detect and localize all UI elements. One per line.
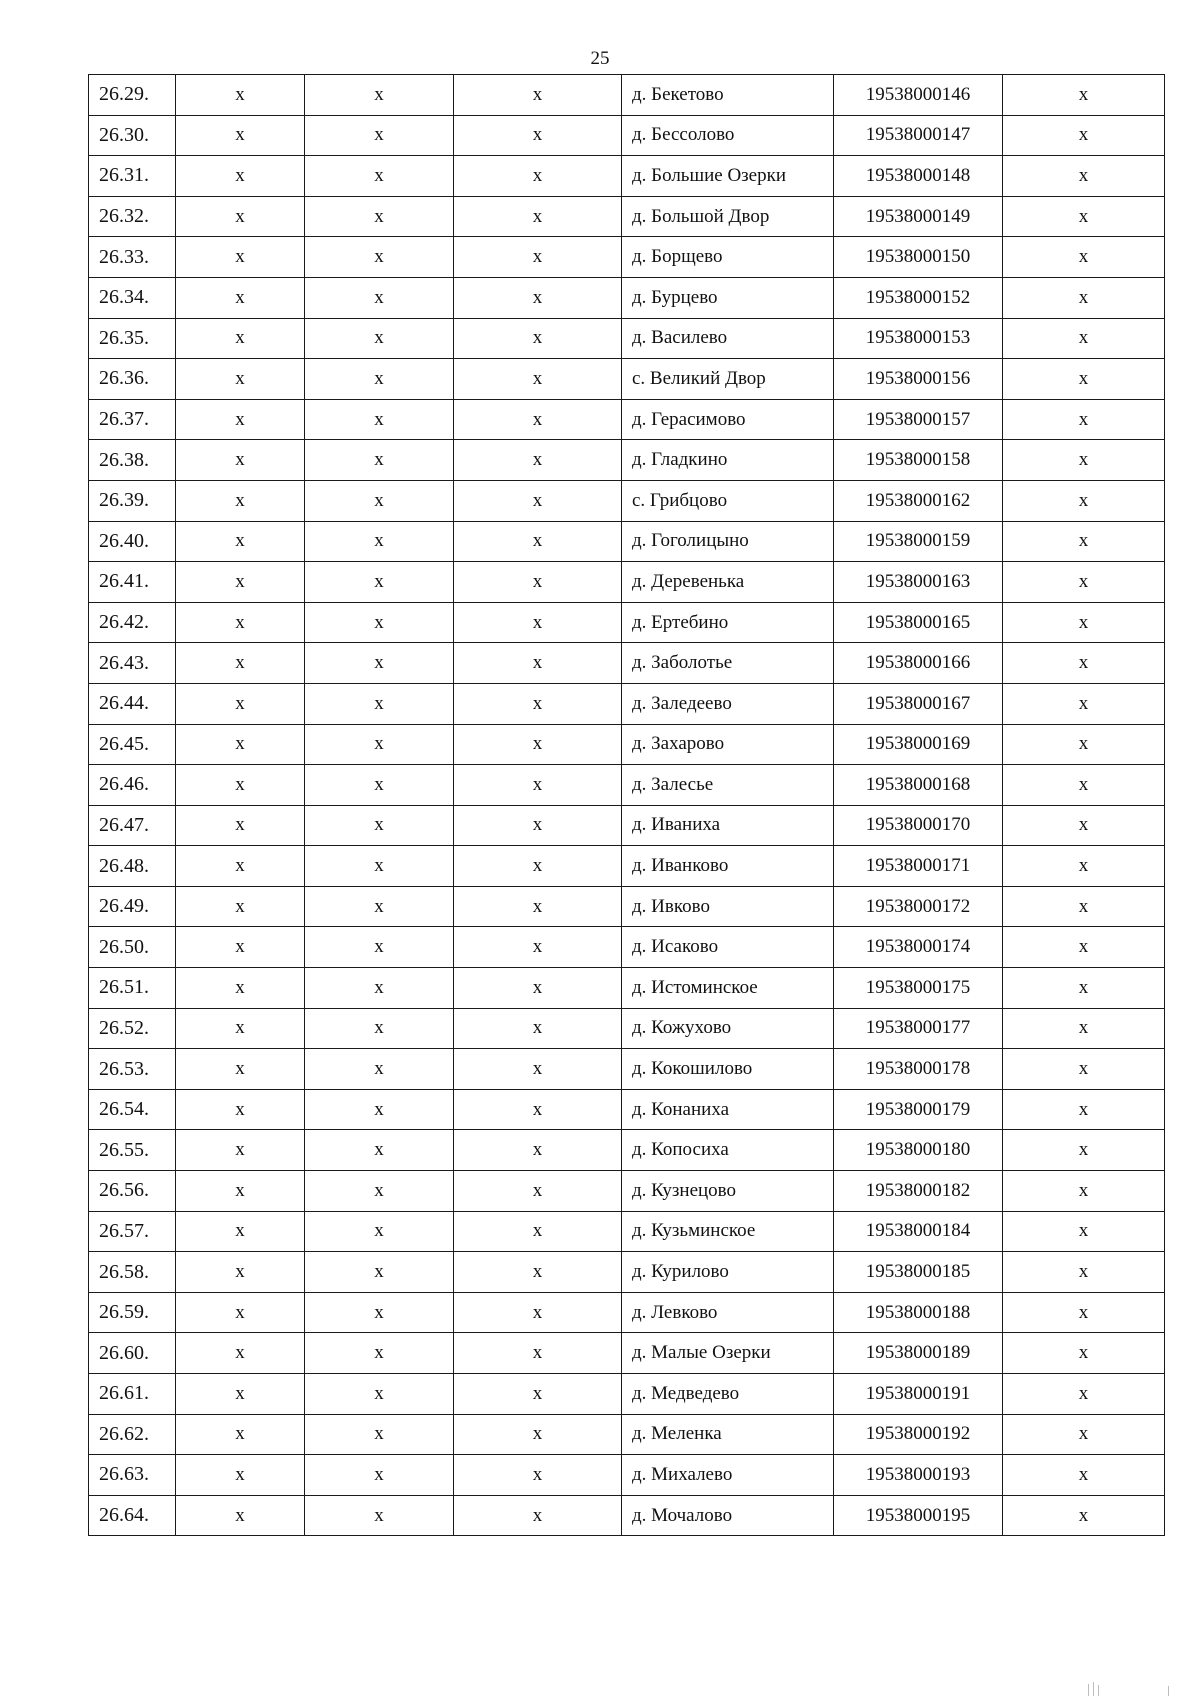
oktmo-code-cell: 19538000189 [834, 1333, 1003, 1374]
x-mark-cell: х [1003, 1414, 1165, 1455]
x-mark-cell: х [454, 480, 622, 521]
scan-artifact [1098, 1685, 1099, 1696]
settlement-name-cell: д. Малые Озерки [622, 1333, 834, 1374]
settlement-name-cell: д. Курилово [622, 1252, 834, 1293]
settlement-name-cell: д. Бекетово [622, 75, 834, 116]
x-mark-cell: х [305, 724, 454, 765]
x-mark-cell: х [176, 1211, 305, 1252]
x-mark-cell: х [1003, 1049, 1165, 1090]
x-mark-cell: х [1003, 765, 1165, 806]
x-mark-cell: х [1003, 1211, 1165, 1252]
scan-artifact [1093, 1682, 1094, 1696]
settlement-name-cell: д. Залесье [622, 765, 834, 806]
row-number-cell: 26.58. [89, 1252, 176, 1293]
x-mark-cell: х [176, 318, 305, 359]
row-number-cell: 26.37. [89, 399, 176, 440]
x-mark-cell: х [1003, 1292, 1165, 1333]
x-mark-cell: х [1003, 1252, 1165, 1293]
x-mark-cell: х [176, 765, 305, 806]
oktmo-code-cell: 19538000185 [834, 1252, 1003, 1293]
row-number-cell: 26.51. [89, 968, 176, 1009]
x-mark-cell: х [454, 1292, 622, 1333]
x-mark-cell: х [1003, 318, 1165, 359]
x-mark-cell: х [454, 1333, 622, 1374]
x-mark-cell: х [305, 156, 454, 197]
x-mark-cell: х [1003, 359, 1165, 400]
x-mark-cell: х [1003, 1089, 1165, 1130]
table-row [89, 480, 1165, 521]
settlement-name-cell: д. Михалево [622, 1455, 834, 1496]
x-mark-cell: х [176, 927, 305, 968]
oktmo-code-cell: 19538000163 [834, 562, 1003, 603]
settlement-name-cell: д. Медведево [622, 1374, 834, 1415]
table-row [89, 1049, 1165, 1090]
x-mark-cell: х [305, 1049, 454, 1090]
x-mark-cell: х [454, 75, 622, 116]
x-mark-cell: х [1003, 1130, 1165, 1171]
x-mark-cell: х [454, 1049, 622, 1090]
table-row [89, 318, 1165, 359]
x-mark-cell: х [1003, 115, 1165, 156]
row-number-cell: 26.56. [89, 1171, 176, 1212]
oktmo-code-cell: 19538000175 [834, 968, 1003, 1009]
x-mark-cell: х [305, 643, 454, 684]
x-mark-cell: х [176, 237, 305, 278]
oktmo-code-cell: 19538000168 [834, 765, 1003, 806]
x-mark-cell: х [305, 318, 454, 359]
x-mark-cell: х [1003, 927, 1165, 968]
x-mark-cell: х [305, 1171, 454, 1212]
table-row [89, 1495, 1165, 1536]
row-number-cell: 26.49. [89, 886, 176, 927]
x-mark-cell: х [454, 196, 622, 237]
x-mark-cell: х [176, 846, 305, 887]
row-number-cell: 26.45. [89, 724, 176, 765]
x-mark-cell: х [1003, 683, 1165, 724]
oktmo-code-cell: 19538000177 [834, 1008, 1003, 1049]
oktmo-code-cell: 19538000158 [834, 440, 1003, 481]
x-mark-cell: х [176, 399, 305, 440]
row-number-cell: 26.55. [89, 1130, 176, 1171]
table-row [89, 440, 1165, 481]
x-mark-cell: х [454, 1374, 622, 1415]
x-mark-cell: х [176, 1333, 305, 1374]
row-number-cell: 26.52. [89, 1008, 176, 1049]
x-mark-cell: х [454, 1414, 622, 1455]
row-number-cell: 26.36. [89, 359, 176, 400]
oktmo-code-cell: 19538000148 [834, 156, 1003, 197]
settlement-name-cell: д. Заледеево [622, 683, 834, 724]
x-mark-cell: х [454, 440, 622, 481]
x-mark-cell: х [305, 196, 454, 237]
settlement-name-cell: д. Ертебино [622, 602, 834, 643]
x-mark-cell: х [176, 1374, 305, 1415]
oktmo-code-cell: 19538000167 [834, 683, 1003, 724]
settlement-name-cell: д. Заболотье [622, 643, 834, 684]
table-row [89, 765, 1165, 806]
settlement-name-cell: д. Конаниха [622, 1089, 834, 1130]
x-mark-cell: х [1003, 399, 1165, 440]
x-mark-cell: х [454, 399, 622, 440]
x-mark-cell: х [305, 115, 454, 156]
x-mark-cell: х [176, 480, 305, 521]
table-row [89, 1130, 1165, 1171]
x-mark-cell: х [1003, 1171, 1165, 1212]
scan-artifact [1168, 1686, 1169, 1696]
row-number-cell: 26.34. [89, 277, 176, 318]
row-number-cell: 26.30. [89, 115, 176, 156]
x-mark-cell: х [454, 927, 622, 968]
row-number-cell: 26.29. [89, 75, 176, 116]
table-row [89, 724, 1165, 765]
x-mark-cell: х [305, 1374, 454, 1415]
x-mark-cell: х [305, 846, 454, 887]
x-mark-cell: х [1003, 521, 1165, 562]
settlement-name-cell: с. Грибцово [622, 480, 834, 521]
x-mark-cell: х [176, 643, 305, 684]
oktmo-code-cell: 19538000180 [834, 1130, 1003, 1171]
settlement-name-cell: д. Борщево [622, 237, 834, 278]
row-number-cell: 26.32. [89, 196, 176, 237]
x-mark-cell: х [305, 237, 454, 278]
x-mark-cell: х [305, 440, 454, 481]
x-mark-cell: х [176, 359, 305, 400]
x-mark-cell: х [1003, 724, 1165, 765]
x-mark-cell: х [1003, 1495, 1165, 1536]
table-row [89, 1455, 1165, 1496]
x-mark-cell: х [176, 521, 305, 562]
x-mark-cell: х [176, 683, 305, 724]
table-row [89, 1374, 1165, 1415]
settlement-name-cell: д. Большой Двор [622, 196, 834, 237]
scan-artifact [1088, 1684, 1089, 1696]
x-mark-cell: х [305, 1495, 454, 1536]
x-mark-cell: х [176, 1171, 305, 1212]
table-row [89, 1292, 1165, 1333]
x-mark-cell: х [176, 115, 305, 156]
row-number-cell: 26.64. [89, 1495, 176, 1536]
table-row [89, 156, 1165, 197]
x-mark-cell: х [454, 156, 622, 197]
x-mark-cell: х [176, 1455, 305, 1496]
table-row [89, 1211, 1165, 1252]
x-mark-cell: х [305, 1211, 454, 1252]
table-row [89, 1008, 1165, 1049]
x-mark-cell: х [305, 683, 454, 724]
x-mark-cell: х [305, 886, 454, 927]
settlement-name-cell: д. Мочалово [622, 1495, 834, 1536]
oktmo-code-cell: 19538000192 [834, 1414, 1003, 1455]
settlement-name-cell: д. Захарово [622, 724, 834, 765]
x-mark-cell: х [1003, 1333, 1165, 1374]
x-mark-cell: х [454, 1008, 622, 1049]
table-row [89, 1333, 1165, 1374]
table-row [89, 683, 1165, 724]
settlement-name-cell: д. Бурцево [622, 277, 834, 318]
x-mark-cell: х [305, 1292, 454, 1333]
x-mark-cell: х [305, 1130, 454, 1171]
x-mark-cell: х [305, 521, 454, 562]
x-mark-cell: х [454, 359, 622, 400]
oktmo-code-cell: 19538000178 [834, 1049, 1003, 1090]
table-row [89, 196, 1165, 237]
x-mark-cell: х [454, 237, 622, 278]
table-body [89, 75, 1165, 1536]
x-mark-cell: х [176, 440, 305, 481]
oktmo-code-cell: 19538000170 [834, 805, 1003, 846]
settlement-name-cell: д. Исаково [622, 927, 834, 968]
settlement-name-cell: д. Кузнецово [622, 1171, 834, 1212]
table-row [89, 277, 1165, 318]
table-row [89, 602, 1165, 643]
x-mark-cell: х [454, 805, 622, 846]
x-mark-cell: х [1003, 968, 1165, 1009]
oktmo-code-cell: 19538000172 [834, 886, 1003, 927]
settlement-name-cell: д. Кокошилово [622, 1049, 834, 1090]
x-mark-cell: х [454, 521, 622, 562]
x-mark-cell: х [454, 277, 622, 318]
x-mark-cell: х [1003, 75, 1165, 116]
settlement-name-cell: д. Герасимово [622, 399, 834, 440]
settlement-name-cell: д. Иваниха [622, 805, 834, 846]
oktmo-code-cell: 19538000157 [834, 399, 1003, 440]
settlement-name-cell: д. Истоминское [622, 968, 834, 1009]
x-mark-cell: х [454, 1252, 622, 1293]
row-number-cell: 26.61. [89, 1374, 176, 1415]
row-number-cell: 26.43. [89, 643, 176, 684]
x-mark-cell: х [305, 480, 454, 521]
table-row [89, 968, 1165, 1009]
x-mark-cell: х [305, 277, 454, 318]
x-mark-cell: х [176, 805, 305, 846]
x-mark-cell: х [1003, 1455, 1165, 1496]
x-mark-cell: х [1003, 277, 1165, 318]
table-row [89, 399, 1165, 440]
x-mark-cell: х [454, 1130, 622, 1171]
x-mark-cell: х [305, 1455, 454, 1496]
row-number-cell: 26.46. [89, 765, 176, 806]
x-mark-cell: х [454, 1211, 622, 1252]
row-number-cell: 26.47. [89, 805, 176, 846]
oktmo-code-cell: 19538000169 [834, 724, 1003, 765]
x-mark-cell: х [176, 75, 305, 116]
oktmo-code-cell: 19538000153 [834, 318, 1003, 359]
row-number-cell: 26.54. [89, 1089, 176, 1130]
x-mark-cell: х [305, 968, 454, 1009]
x-mark-cell: х [454, 1455, 622, 1496]
x-mark-cell: х [1003, 846, 1165, 887]
row-number-cell: 26.42. [89, 602, 176, 643]
oktmo-code-cell: 19538000195 [834, 1495, 1003, 1536]
table-row [89, 115, 1165, 156]
settlement-name-cell: д. Кожухово [622, 1008, 834, 1049]
x-mark-cell: х [176, 1008, 305, 1049]
settlement-name-cell: д. Иванково [622, 846, 834, 887]
page-number: 25 [590, 48, 610, 69]
oktmo-code-cell: 19538000174 [834, 927, 1003, 968]
settlements-table [88, 74, 1165, 1536]
table-row [89, 886, 1165, 927]
oktmo-code-cell: 19538000182 [834, 1171, 1003, 1212]
table-row [89, 359, 1165, 400]
x-mark-cell: х [305, 1252, 454, 1293]
x-mark-cell: х [176, 1252, 305, 1293]
x-mark-cell: х [305, 562, 454, 603]
x-mark-cell: х [1003, 196, 1165, 237]
x-mark-cell: х [454, 602, 622, 643]
x-mark-cell: х [176, 886, 305, 927]
row-number-cell: 26.60. [89, 1333, 176, 1374]
x-mark-cell: х [454, 724, 622, 765]
x-mark-cell: х [1003, 805, 1165, 846]
x-mark-cell: х [305, 1089, 454, 1130]
table-row [89, 1089, 1165, 1130]
x-mark-cell: х [454, 886, 622, 927]
x-mark-cell: х [454, 1495, 622, 1536]
x-mark-cell: х [454, 846, 622, 887]
x-mark-cell: х [1003, 643, 1165, 684]
settlement-name-cell: с. Великий Двор [622, 359, 834, 400]
x-mark-cell: х [305, 765, 454, 806]
x-mark-cell: х [176, 1292, 305, 1333]
row-number-cell: 26.63. [89, 1455, 176, 1496]
table-row [89, 805, 1165, 846]
settlement-name-cell: д. Ивково [622, 886, 834, 927]
x-mark-cell: х [176, 724, 305, 765]
oktmo-code-cell: 19538000150 [834, 237, 1003, 278]
x-mark-cell: х [305, 1333, 454, 1374]
x-mark-cell: х [176, 1495, 305, 1536]
table-row [89, 75, 1165, 116]
x-mark-cell: х [176, 1089, 305, 1130]
table-row [89, 1414, 1165, 1455]
x-mark-cell: х [1003, 602, 1165, 643]
row-number-cell: 26.50. [89, 927, 176, 968]
x-mark-cell: х [305, 75, 454, 116]
x-mark-cell: х [1003, 480, 1165, 521]
x-mark-cell: х [305, 359, 454, 400]
row-number-cell: 26.48. [89, 846, 176, 887]
settlement-name-cell: д. Гладкино [622, 440, 834, 481]
x-mark-cell: х [454, 1089, 622, 1130]
settlement-name-cell: д. Левково [622, 1292, 834, 1333]
x-mark-cell: х [454, 643, 622, 684]
row-number-cell: 26.44. [89, 683, 176, 724]
x-mark-cell: х [305, 602, 454, 643]
row-number-cell: 26.41. [89, 562, 176, 603]
table-row [89, 846, 1165, 887]
x-mark-cell: х [176, 277, 305, 318]
settlement-name-cell: д. Гоголицыно [622, 521, 834, 562]
oktmo-code-cell: 19538000184 [834, 1211, 1003, 1252]
x-mark-cell: х [1003, 562, 1165, 603]
x-mark-cell: х [305, 1008, 454, 1049]
table-row [89, 521, 1165, 562]
x-mark-cell: х [454, 968, 622, 1009]
x-mark-cell: х [176, 1130, 305, 1171]
x-mark-cell: х [305, 927, 454, 968]
x-mark-cell: х [176, 602, 305, 643]
row-number-cell: 26.38. [89, 440, 176, 481]
x-mark-cell: х [454, 683, 622, 724]
x-mark-cell: х [176, 196, 305, 237]
oktmo-code-cell: 19538000191 [834, 1374, 1003, 1415]
oktmo-code-cell: 19538000147 [834, 115, 1003, 156]
x-mark-cell: х [305, 399, 454, 440]
table-row [89, 927, 1165, 968]
oktmo-code-cell: 19538000166 [834, 643, 1003, 684]
x-mark-cell: х [454, 318, 622, 359]
x-mark-cell: х [176, 156, 305, 197]
row-number-cell: 26.35. [89, 318, 176, 359]
settlement-name-cell: д. Василево [622, 318, 834, 359]
oktmo-code-cell: 19538000159 [834, 521, 1003, 562]
x-mark-cell: х [176, 1414, 305, 1455]
table-row [89, 1171, 1165, 1212]
row-number-cell: 26.31. [89, 156, 176, 197]
table-row [89, 562, 1165, 603]
row-number-cell: 26.39. [89, 480, 176, 521]
x-mark-cell: х [454, 562, 622, 603]
x-mark-cell: х [305, 805, 454, 846]
row-number-cell: 26.62. [89, 1414, 176, 1455]
settlement-name-cell: д. Деревенька [622, 562, 834, 603]
x-mark-cell: х [1003, 237, 1165, 278]
oktmo-code-cell: 19538000193 [834, 1455, 1003, 1496]
table-row [89, 1252, 1165, 1293]
x-mark-cell: х [454, 765, 622, 806]
oktmo-code-cell: 19538000188 [834, 1292, 1003, 1333]
oktmo-code-cell: 19538000156 [834, 359, 1003, 400]
x-mark-cell: х [1003, 1008, 1165, 1049]
row-number-cell: 26.57. [89, 1211, 176, 1252]
x-mark-cell: х [1003, 156, 1165, 197]
settlement-name-cell: д. Кузьминское [622, 1211, 834, 1252]
settlement-name-cell: д. Большие Озерки [622, 156, 834, 197]
x-mark-cell: х [176, 968, 305, 1009]
oktmo-code-cell: 19538000146 [834, 75, 1003, 116]
x-mark-cell: х [1003, 886, 1165, 927]
x-mark-cell: х [1003, 440, 1165, 481]
x-mark-cell: х [176, 1049, 305, 1090]
row-number-cell: 26.33. [89, 237, 176, 278]
oktmo-code-cell: 19538000149 [834, 196, 1003, 237]
row-number-cell: 26.40. [89, 521, 176, 562]
oktmo-code-cell: 19538000171 [834, 846, 1003, 887]
x-mark-cell: х [305, 1414, 454, 1455]
x-mark-cell: х [454, 115, 622, 156]
oktmo-code-cell: 19538000162 [834, 480, 1003, 521]
table-row [89, 643, 1165, 684]
table-row [89, 237, 1165, 278]
oktmo-code-cell: 19538000179 [834, 1089, 1003, 1130]
oktmo-code-cell: 19538000152 [834, 277, 1003, 318]
row-number-cell: 26.53. [89, 1049, 176, 1090]
x-mark-cell: х [176, 562, 305, 603]
x-mark-cell: х [454, 1171, 622, 1212]
settlement-name-cell: д. Копосиха [622, 1130, 834, 1171]
oktmo-code-cell: 19538000165 [834, 602, 1003, 643]
x-mark-cell: х [1003, 1374, 1165, 1415]
settlement-name-cell: д. Бессолово [622, 115, 834, 156]
row-number-cell: 26.59. [89, 1292, 176, 1333]
settlement-name-cell: д. Меленка [622, 1414, 834, 1455]
